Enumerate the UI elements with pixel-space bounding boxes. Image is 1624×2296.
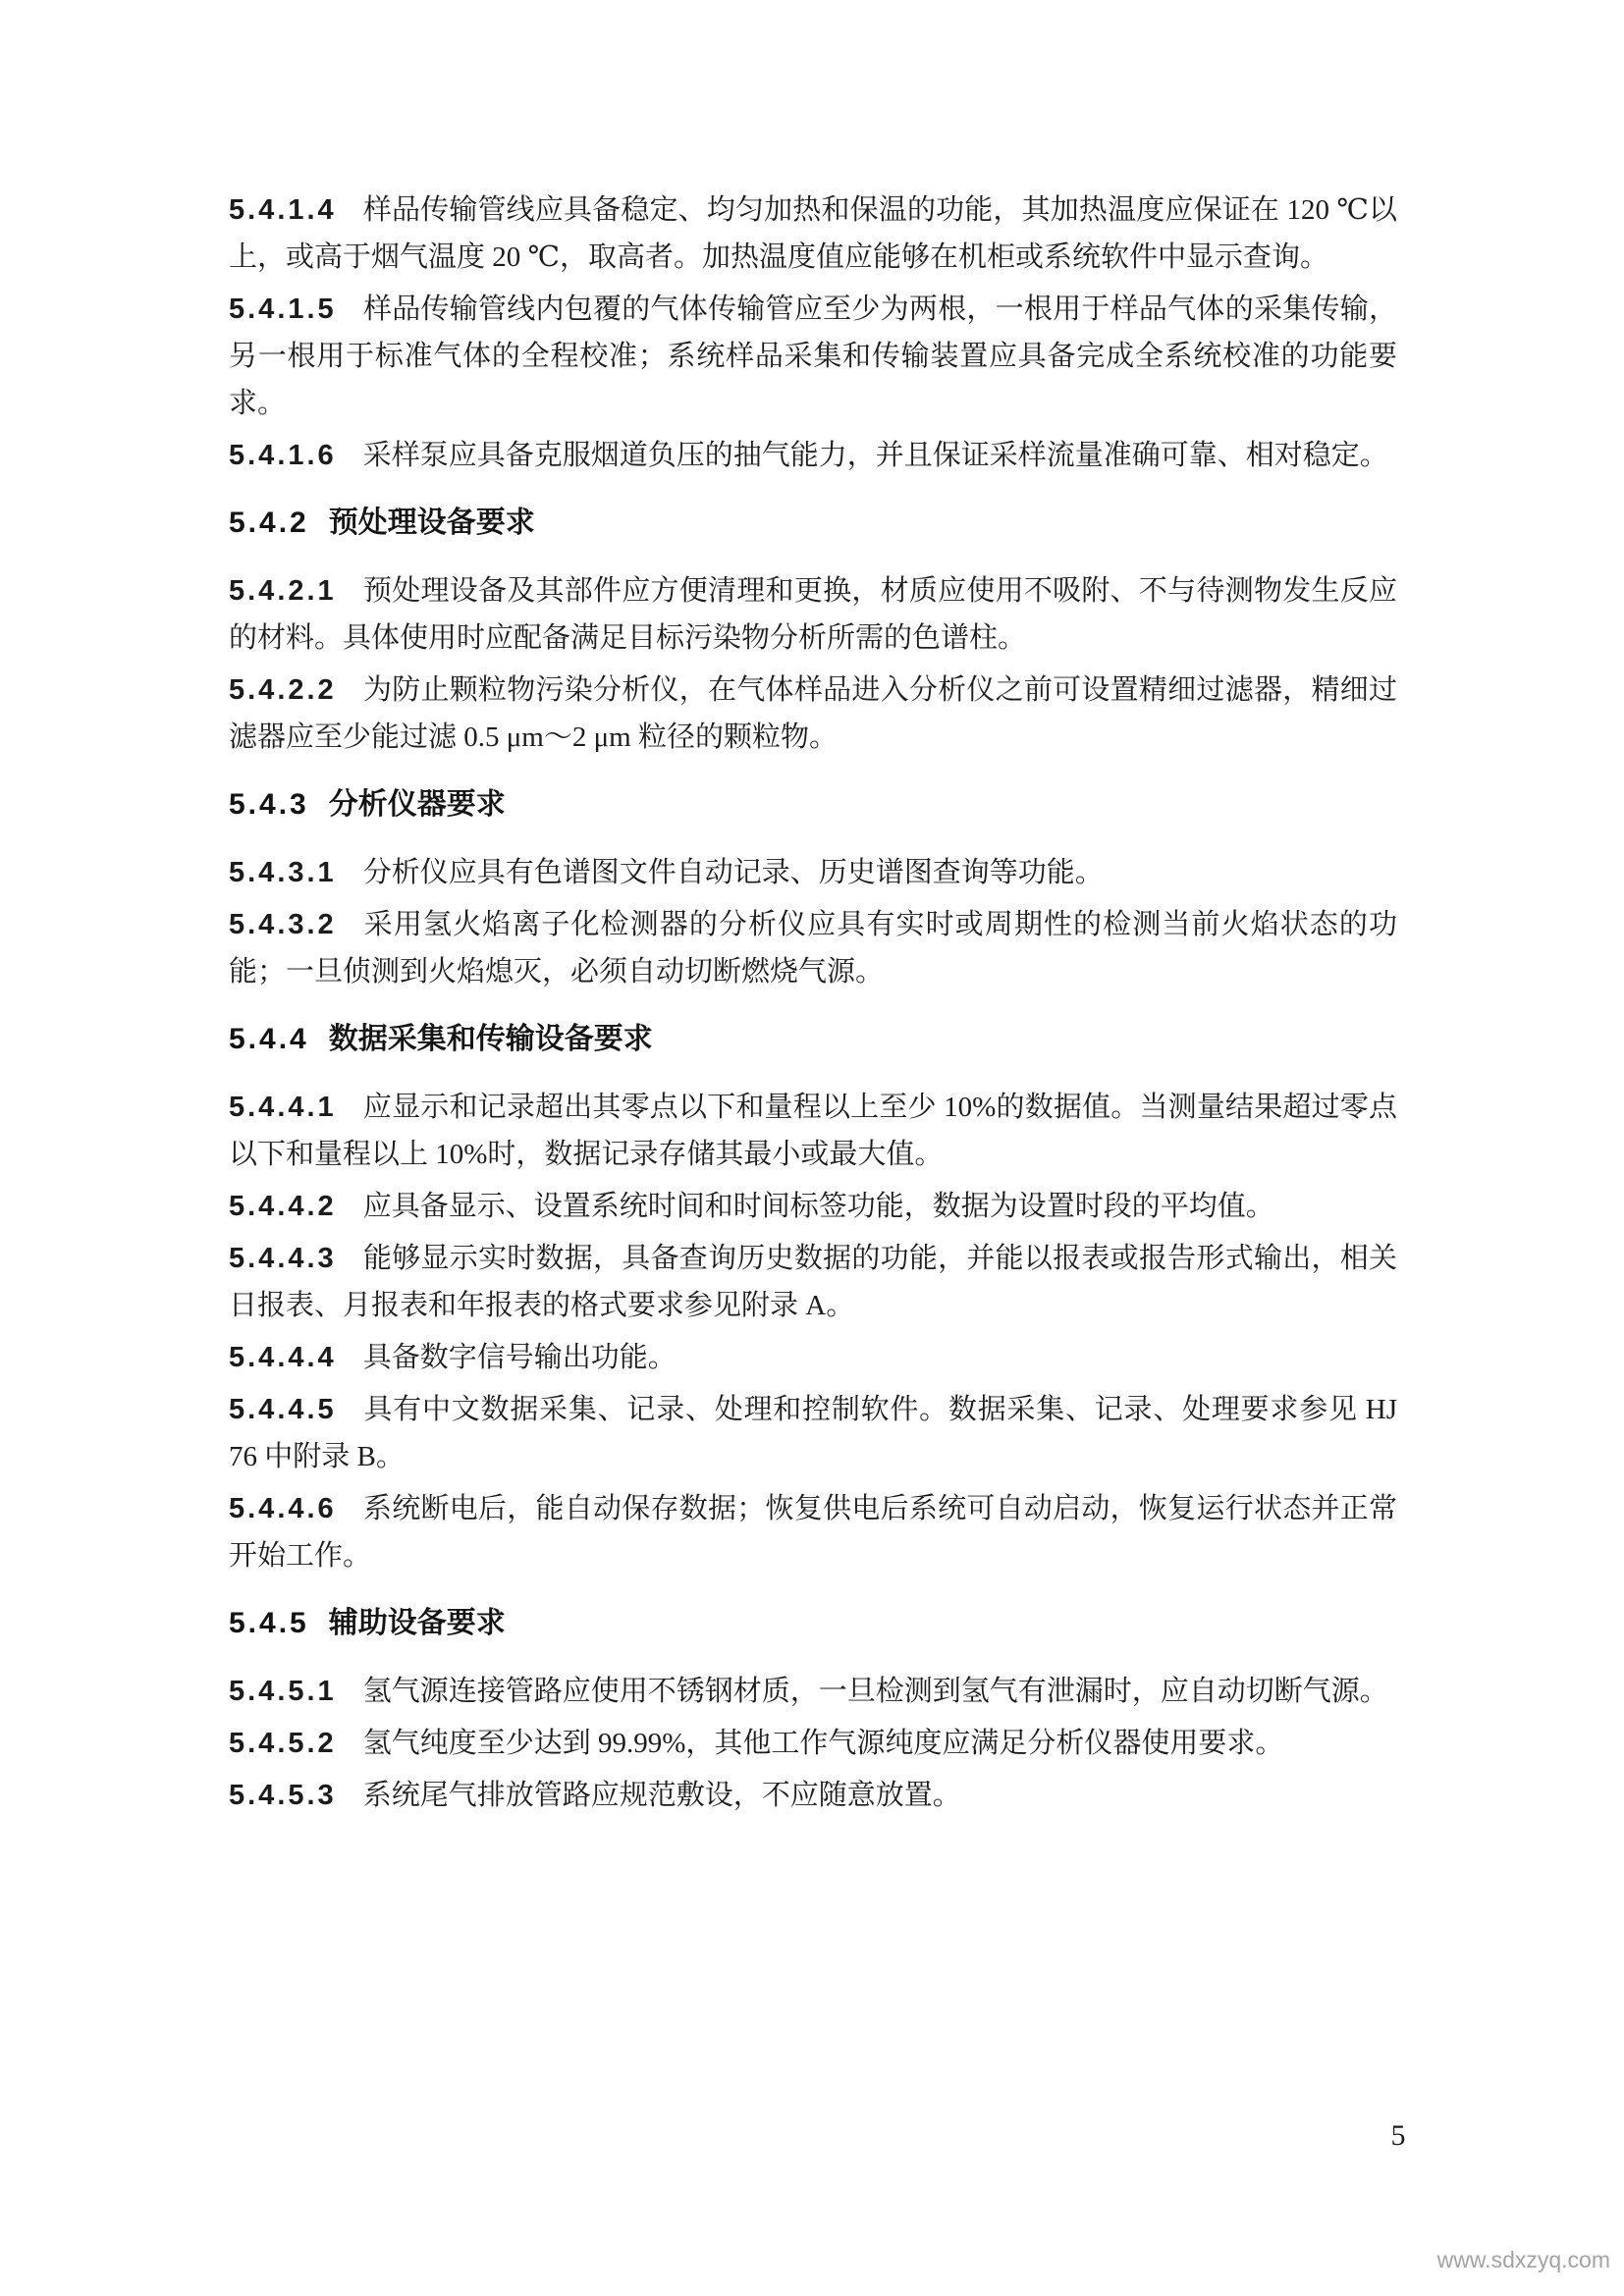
heading-5-4-4 — [229, 1016, 1397, 1063]
clause-number: 5.4.4.4 — [229, 1342, 337, 1373]
clause-text: 系统断电后，能自动保存数据；恢复供电后系统可自动启动，恢复运行状态并正常开始工作。 — [229, 1493, 1397, 1572]
clause-text: 具有中文数据采集、记录、处理和控制软件。数据采集、记录、处理要求参见 HJ 76 中附录 B。 — [229, 1394, 1397, 1472]
heading-number: 5.4.4 — [229, 1023, 309, 1055]
clause-5-4-4-2 — [229, 1183, 1397, 1230]
heading-text: 分析仪器要求 — [328, 788, 506, 821]
heading-text: 辅助设备要求 — [328, 1607, 506, 1639]
heading-number: 5.4.5 — [229, 1607, 309, 1639]
clause-text: 氢气纯度至少达到 99.99%，其他工作气源纯度应满足分析仪器使用要求。 — [362, 1728, 1284, 1759]
clause-text: 应具备显示、设置系统时间和时间标签功能，数据为设置时段的平均值。 — [362, 1191, 1274, 1222]
clause-number: 5.4.4.1 — [229, 1092, 337, 1123]
clause-text: 具备数字信号输出功能。 — [362, 1342, 677, 1373]
heading-number: 5.4.2 — [229, 507, 309, 539]
clause-5-4-5-1 — [229, 1668, 1397, 1715]
clause-number: 5.4.5.1 — [229, 1676, 337, 1707]
clause-number: 5.4.1.4 — [229, 194, 337, 226]
clause-5-4-2-2 — [229, 667, 1397, 761]
clause-text: 样品传输管线应具备稳定、均匀加热和保温的功能，其加热温度应保证在 120 ℃以上，或高于烟气温度 20 ℃，取高者。加热温度值应能够在机柜或系统软件中显示查询。 — [229, 194, 1397, 273]
clause-text: 分析仪应具有色谱图文件自动记录、历史谱图查询等功能。 — [362, 857, 1104, 888]
clause-text: 应显示和记录超出其零点以下和量程以上至少 10%的数据值。当测量结果超过零点以下和量程以上 10%时，数据记录存储其最小或最大值。 — [229, 1092, 1397, 1170]
clause-text: 系统尾气排放管路应规范敷设，不应随意放置。 — [362, 1780, 961, 1811]
clause-text: 采用氢火焰离子化检测器的分析仪应具有实时或周期性的检测当前火焰状态的功能；一旦侦测到火焰熄灭，必须自动切断燃烧气源。 — [229, 909, 1397, 988]
clause-5-4-5-3 — [229, 1772, 1397, 1819]
heading-5-4-2 — [229, 500, 1397, 547]
clause-number: 5.4.5.3 — [229, 1780, 337, 1811]
clause-text: 为防止颗粒物污染分析仪，在气体样品进入分析仪之前可设置精细过滤器，精细过滤器应至少能过滤 0.5 μm～2 μm 粒径的颗粒物。 — [229, 674, 1397, 753]
clause-text: 能够显示实时数据，具备查询历史数据的功能，并能以报表或报告形式输出，相关日报表、月报表和年报表的格式要求参见附录 A。 — [229, 1243, 1397, 1321]
page-number: 5 — [1390, 2119, 1406, 2152]
clause-number: 5.4.4.2 — [229, 1191, 337, 1222]
clause-number: 5.4.2.1 — [229, 575, 337, 607]
clause-5-4-3-2 — [229, 901, 1397, 995]
clause-number: 5.4.4.6 — [229, 1493, 337, 1524]
clause-text: 预处理设备及其部件应方便清理和更换，材质应使用不吸附、不与待测物发生反应的材料。具体使用时应配备满足目标污染物分析所需的色谱柱。 — [229, 575, 1397, 654]
heading-5-4-3 — [229, 781, 1397, 828]
clause-text: 采样泵应具备克服烟道负压的抽气能力，并且保证采样流量准确可靠、相对稳定。 — [362, 440, 1388, 471]
clause-5-4-5-2 — [229, 1720, 1397, 1767]
clause-number: 5.4.3.2 — [229, 909, 337, 940]
clause-number: 5.4.3.1 — [229, 857, 337, 888]
clause-text: 氢气源连接管路应使用不锈钢材质，一旦检测到氢气有泄漏时，应自动切断气源。 — [362, 1676, 1388, 1707]
clause-5-4-4-4 — [229, 1334, 1397, 1381]
heading-text: 数据采集和传输设备要求 — [328, 1023, 653, 1055]
clause-number: 5.4.5.2 — [229, 1728, 337, 1759]
document-body — [229, 187, 1397, 1824]
heading-5-4-5 — [229, 1600, 1397, 1647]
clause-number: 5.4.4.3 — [229, 1243, 337, 1274]
clause-number: 5.4.1.5 — [229, 294, 337, 325]
clause-5-4-3-1 — [229, 849, 1397, 896]
clause-5-4-2-1 — [229, 567, 1397, 662]
clause-number: 5.4.4.5 — [229, 1394, 337, 1425]
clause-number: 5.4.2.2 — [229, 674, 337, 706]
clause-5-4-1-5 — [229, 286, 1397, 427]
clause-5-4-1-4 — [229, 187, 1397, 281]
clause-5-4-4-5 — [229, 1386, 1397, 1480]
clause-5-4-1-6 — [229, 432, 1397, 479]
clause-text: 样品传输管线内包覆的气体传输管应至少为两根，一根用于样品气体的采集传输，另一根用于标准气体的全程校准；系统样品采集和传输装置应具备完成全系统校准的功能要求。 — [229, 294, 1397, 419]
clause-5-4-4-3 — [229, 1235, 1397, 1329]
clause-5-4-4-6 — [229, 1485, 1397, 1579]
heading-number: 5.4.3 — [229, 788, 309, 821]
clause-number: 5.4.1.6 — [229, 440, 337, 471]
watermark: www.sdxzyq.com — [1436, 2247, 1610, 2272]
clause-5-4-4-1 — [229, 1084, 1397, 1178]
heading-text: 预处理设备要求 — [328, 507, 535, 539]
